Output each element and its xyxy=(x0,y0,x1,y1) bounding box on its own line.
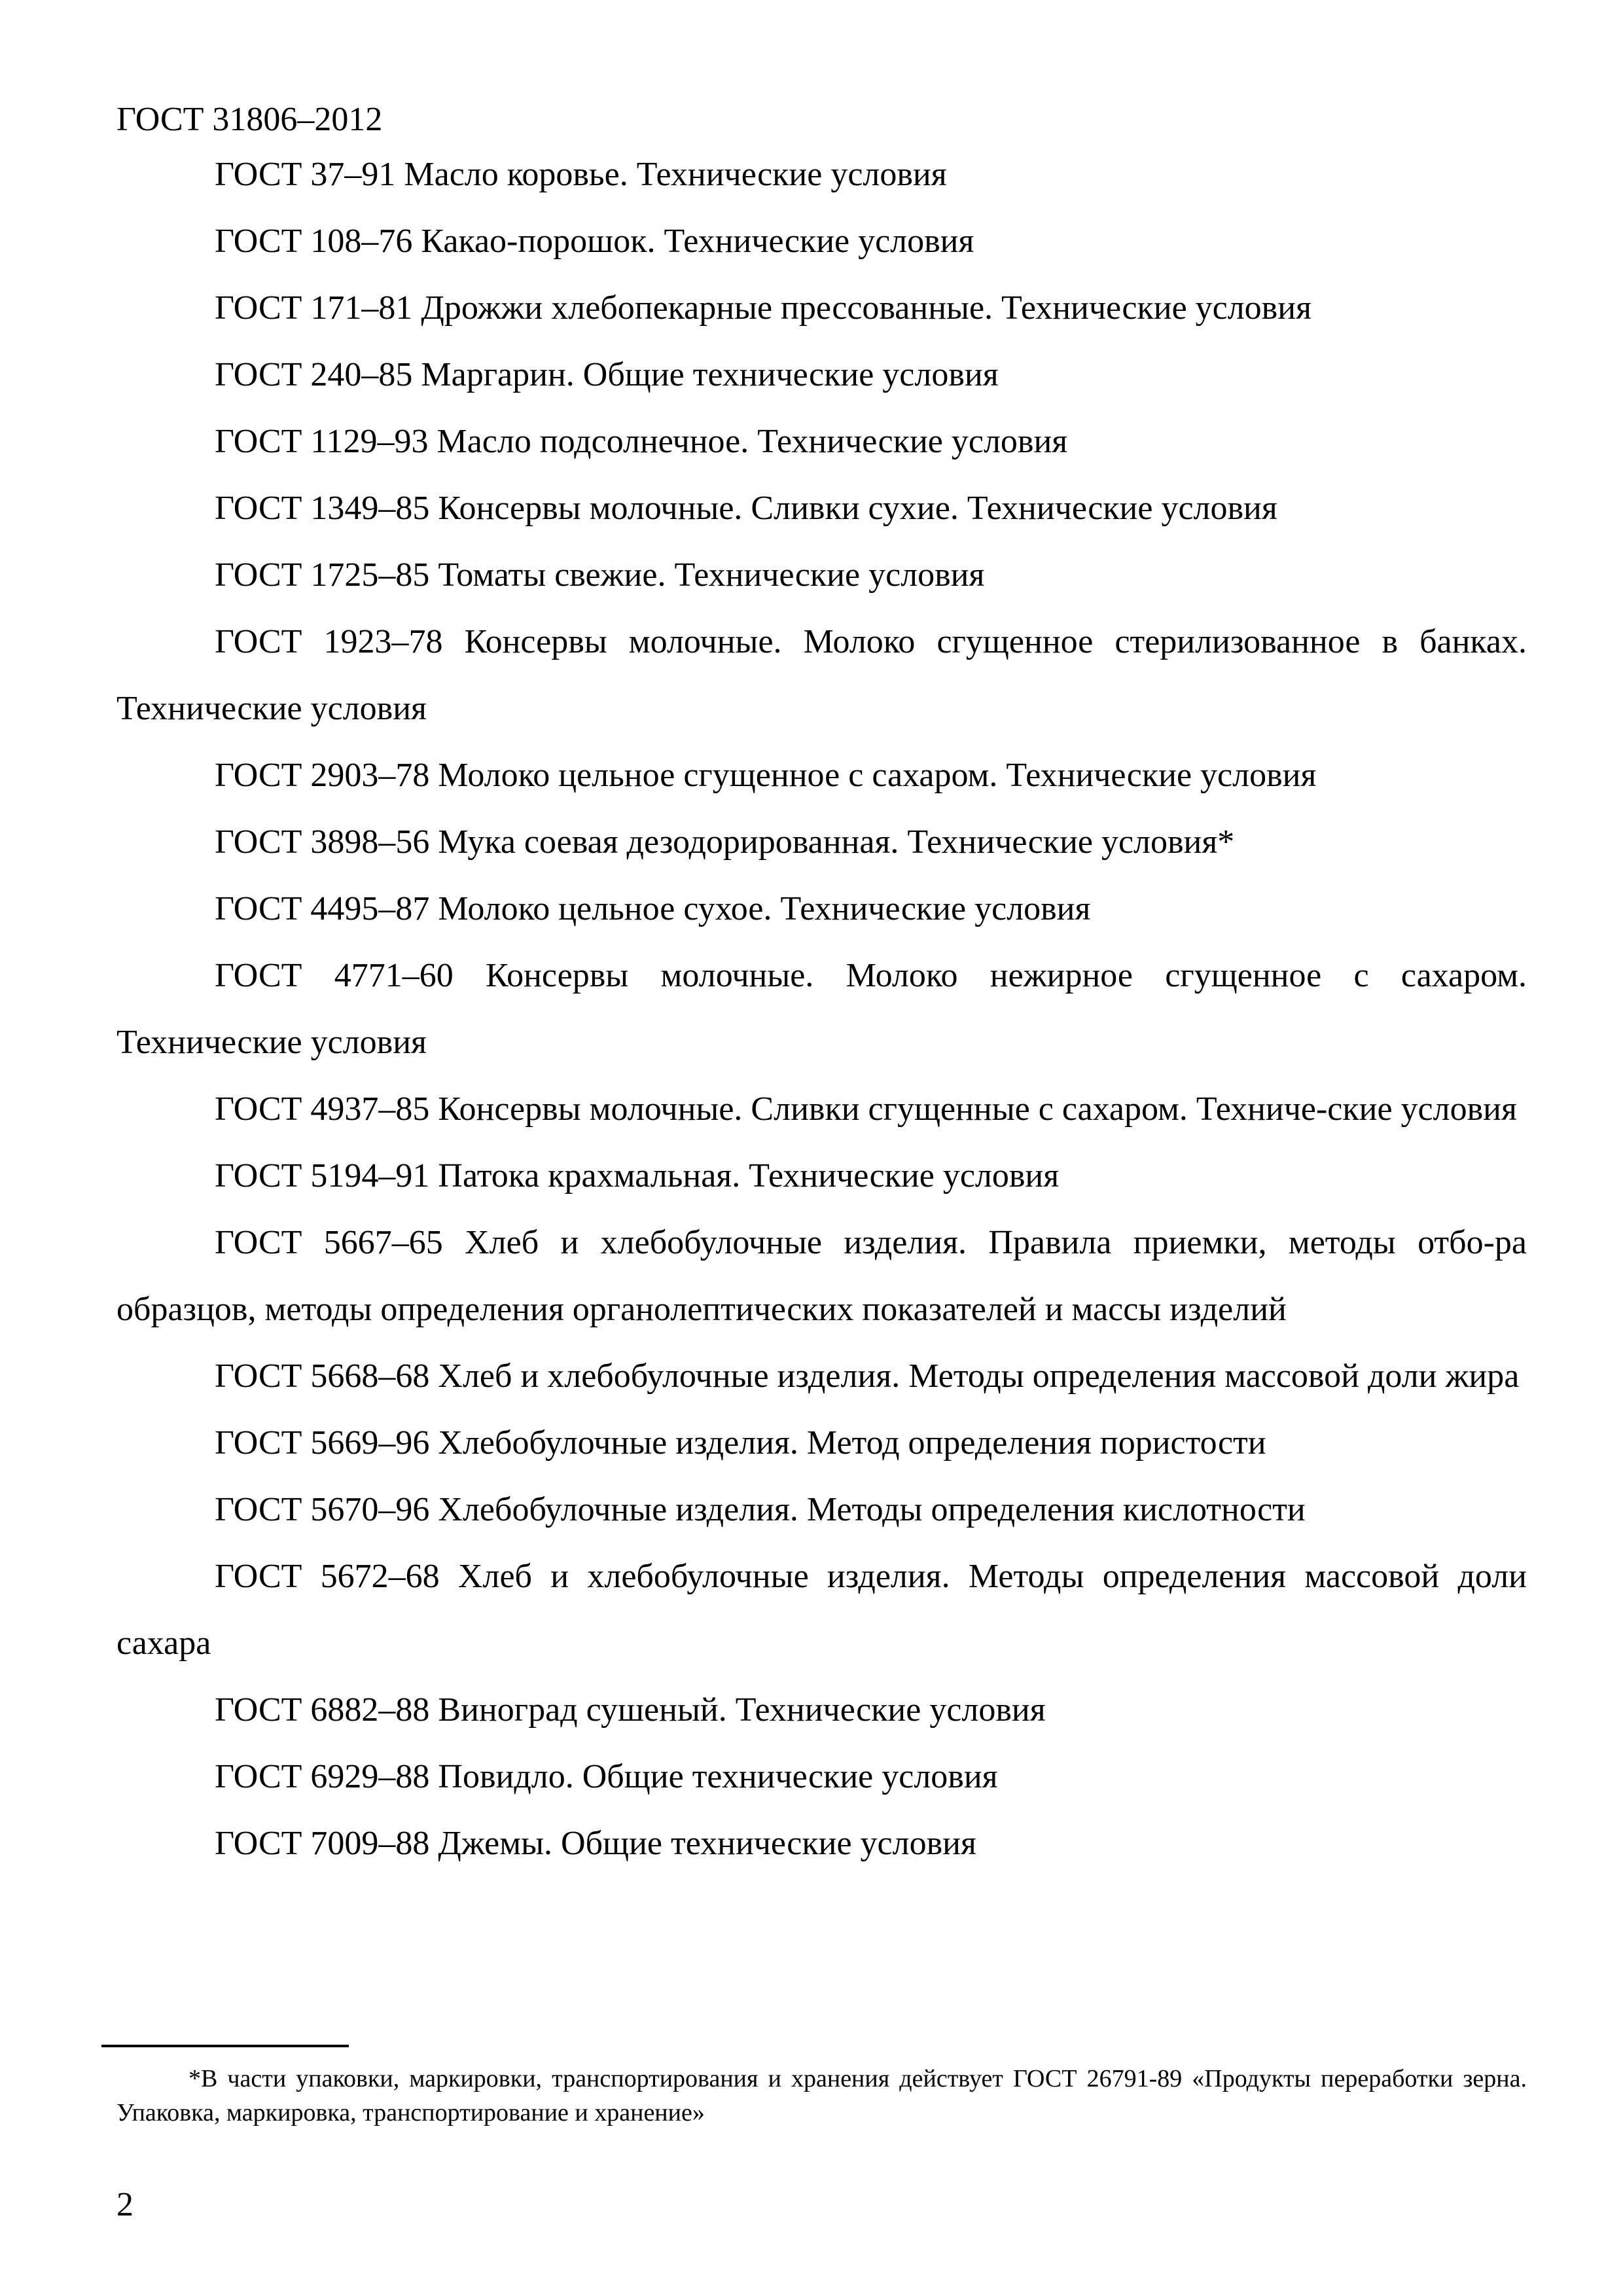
reference-item: ГОСТ 3898–56 Мука соевая дезодорированная. Технические условия* xyxy=(215,823,1235,861)
reference-item: ГОСТ 1923–78 Консервы молочные. Молоко сгущенное стерилизованное в банках. Технические условия xyxy=(116,623,1527,727)
reference-item: ГОСТ 5194–91 Патока крахмальная. Технические условия xyxy=(215,1157,1060,1194)
reference-item: ГОСТ 240–85 Маргарин. Общие технические условия xyxy=(215,356,999,393)
footnote-separator xyxy=(101,2045,349,2047)
normative-references-list xyxy=(116,141,1527,1877)
reference-item: ГОСТ 4771–60 Консервы молочные. Молоко нежирное сгущенное с сахаром. Технические условия xyxy=(116,957,1527,1061)
reference-item: ГОСТ 2903–78 Молоко цельное сгущенное с сахаром. Технические условия xyxy=(215,757,1317,794)
reference-item: ГОСТ 5669–96 Хлебобулочные изделия. Метод определения пористости xyxy=(215,1424,1266,1462)
reference-item: ГОСТ 5668–68 Хлеб и хлебобулочные изделия. Методы определения массовой доли жира xyxy=(215,1357,1520,1395)
reference-item: ГОСТ 1349–85 Консервы молочные. Сливки сухие. Технические условия xyxy=(215,490,1277,527)
reference-item: ГОСТ 7009–88 Джемы. Общие технические условия xyxy=(215,1825,976,1862)
page-number: 2 xyxy=(116,2186,134,2223)
reference-item: ГОСТ 6882–88 Виноград сушеный. Технические условия xyxy=(215,1691,1046,1729)
footnote: *В части упаковки, маркировки, транспортирования и хранения действует ГОСТ 26791-89 «Продукты переработки зерна. Упаковка, маркировка, транспортирование и хранение» xyxy=(116,2065,1527,2126)
reference-item: ГОСТ 37–91 Масло коровье. Технические условия xyxy=(215,156,947,193)
reference-item: ГОСТ 4937–85 Консервы молочные. Сливки сгущенные с сахаром. Техниче-ские условия xyxy=(215,1090,1517,1128)
reference-item: ГОСТ 108–76 Какао-порошок. Технические условия xyxy=(215,223,974,260)
reference-item: ГОСТ 5667–65 Хлеб и хлебобулочные изделия. Правила приемки, методы отбо-ра образцов, методы определения органолептических показателей и массы изделий xyxy=(116,1224,1527,1328)
reference-item: ГОСТ 4495–87 Молоко цельное сухое. Технические условия xyxy=(215,890,1091,927)
document-header: ГОСТ 31806–2012 xyxy=(116,101,383,138)
reference-item: ГОСТ 5670–96 Хлебобулочные изделия. Методы определения кислотности xyxy=(215,1491,1306,1528)
reference-item: ГОСТ 1725–85 Томаты свежие. Технические условия xyxy=(215,556,985,594)
reference-item: ГОСТ 1129–93 Масло подсолнечное. Технические условия xyxy=(215,423,1068,460)
reference-item: ГОСТ 5672–68 Хлеб и хлебобулочные изделия. Методы определения массовой доли сахара xyxy=(116,1558,1527,1662)
reference-item: ГОСТ 6929–88 Повидло. Общие технические условия xyxy=(215,1758,998,1795)
reference-item: ГОСТ 171–81 Дрожжи хлебопекарные прессованные. Технические условия xyxy=(215,289,1311,327)
